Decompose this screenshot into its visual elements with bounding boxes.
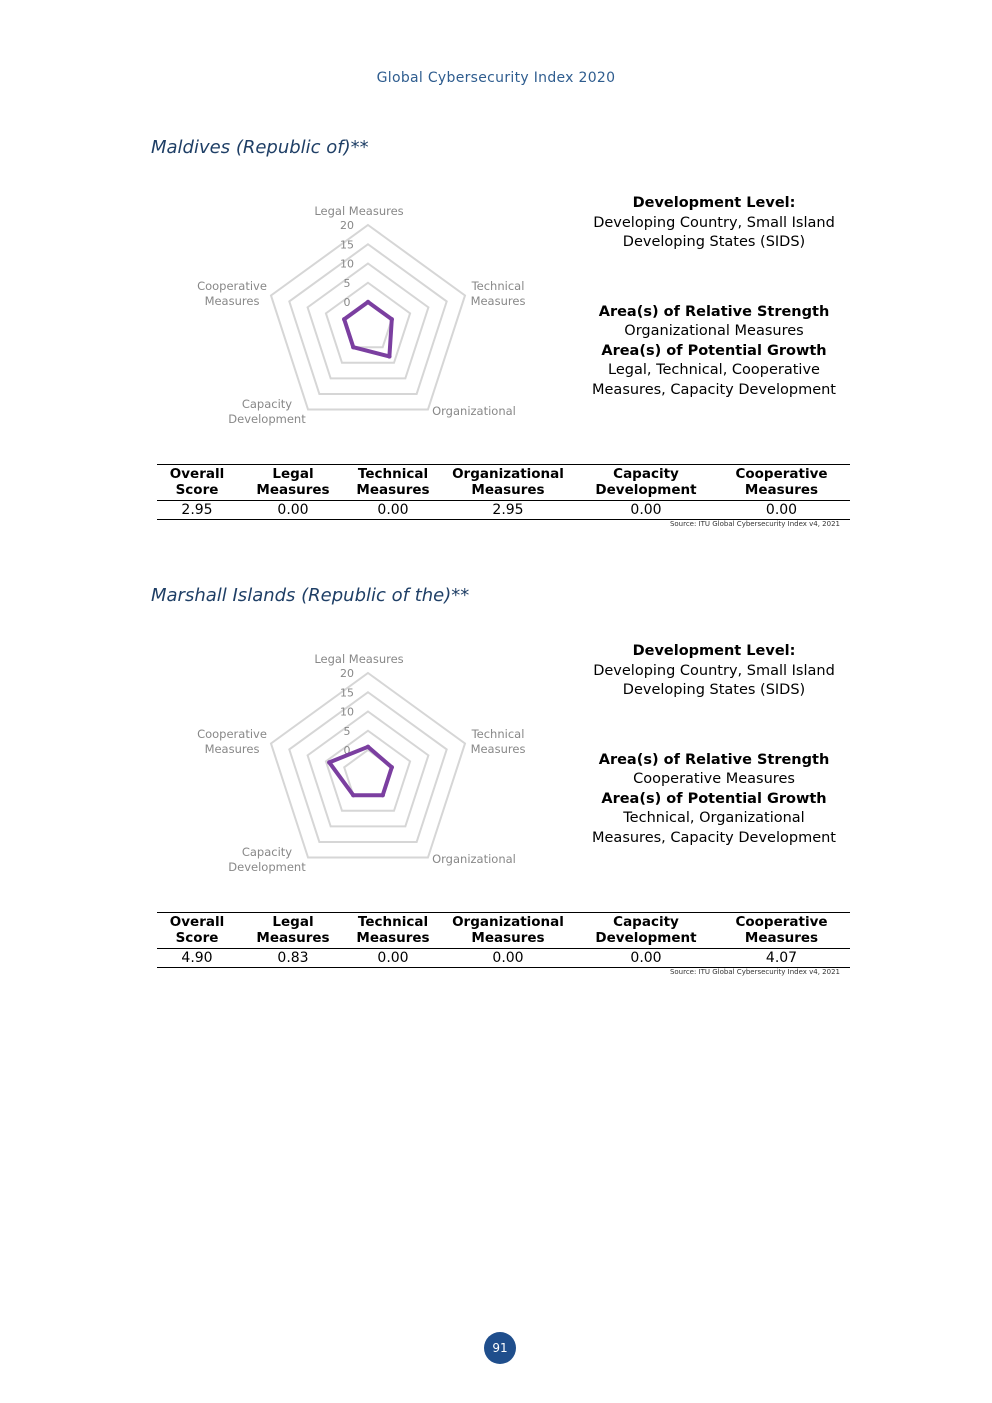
cell-cooperative-measures: 0.00 [713, 501, 850, 520]
radar-point [387, 354, 391, 358]
potential-growth-label: Area(s) of Potential Growth [601, 790, 827, 807]
radar-axis-label-technical: Measures [470, 742, 526, 756]
radar-tick-label: 0 [343, 744, 351, 757]
relative-strength-label: Area(s) of Relative Strength [598, 303, 830, 320]
score-table-marshall-islands [157, 912, 850, 968]
radar-axis-label-capacity: Development [228, 860, 306, 874]
cell-technical-measures: 0.00 [349, 501, 437, 520]
development-level-label: Development Level: [632, 195, 796, 211]
radar-chart-marshall-islands [180, 643, 540, 893]
radar-point [342, 317, 346, 321]
relative-strength-value: Organizational Measures [624, 323, 804, 339]
cell-organizational-measures: 2.95 [437, 501, 579, 520]
table-header-row [157, 465, 850, 501]
radar-axis-label-technical: Technical [471, 727, 525, 741]
radar-point [366, 300, 370, 304]
radar-point [390, 317, 394, 321]
radar-grid-ring-15 [289, 244, 446, 394]
cell-cooperative-measures: 4.07 [713, 949, 850, 968]
radar-axis-label-legal: Legal Measures [314, 652, 404, 666]
country-info-marshall-islands [588, 642, 840, 848]
source-note: Source: ITU Global Cybersecurity Index v4, 2021 [669, 968, 840, 976]
radar-axis-label-cooperative: Cooperative [197, 279, 267, 293]
header-overall-score: Overall Score [157, 913, 237, 949]
radar-tick-label: 20 [340, 219, 354, 232]
header-cooperative-measures: Cooperative Measures [713, 913, 850, 949]
radar-point [366, 745, 370, 749]
header-capacity-development: Capacity Development [579, 913, 713, 949]
table-row [157, 501, 850, 520]
radar-series-line [329, 747, 392, 795]
radar-axis-label-organizational: Organizational [432, 852, 516, 866]
radar-point [381, 793, 385, 797]
table-row [157, 949, 850, 968]
radar-axis-label-cooperative: Cooperative [197, 727, 267, 741]
cell-technical-measures: 0.00 [349, 949, 437, 968]
header-organizational-measures: Organizational Measures [437, 465, 579, 501]
radar-tick-label: 5 [343, 276, 351, 290]
header-capacity-development: Capacity Development [579, 465, 713, 501]
relative-strength-label: Area(s) of Relative Strength [598, 751, 830, 768]
relative-strength-value: Cooperative Measures [633, 771, 795, 787]
radar-axis-label-cooperative: Measures [204, 294, 260, 308]
radar-point [351, 345, 355, 349]
radar-axis-label-legal: Legal Measures [314, 204, 404, 218]
radar-axis-label-organizational: Organizational [432, 404, 516, 418]
development-level-value: Developing Country, Small Island Developing States (SIDS) [593, 662, 835, 698]
header-technical-measures: Technical Measures [349, 913, 437, 949]
cell-capacity-development: 0.00 [579, 501, 713, 520]
page-number-badge: 91 [484, 1332, 516, 1364]
cell-legal-measures: 0.00 [237, 501, 349, 520]
radar-chart-maldives [180, 195, 540, 445]
source-note: Source: ITU Global Cybersecurity Index v4, 2021 [669, 520, 840, 528]
country-info-maldives [588, 194, 840, 400]
header-organizational-measures: Organizational Measures [437, 913, 579, 949]
header-legal-measures: Legal Measures [237, 465, 349, 501]
radar-axis-label-capacity: Capacity [241, 397, 293, 411]
radar-tick-label: 20 [340, 667, 354, 680]
country-title-maldives: Maldives (Republic of)** [151, 137, 369, 158]
radar-tick-label: 0 [343, 296, 351, 309]
cell-organizational-measures: 0.00 [437, 949, 579, 968]
radar-axis-label-capacity: Capacity [241, 845, 293, 859]
radar-point [351, 793, 355, 797]
radar-tick-label: 5 [343, 724, 351, 738]
cell-overall-score: 4.90 [157, 949, 237, 968]
radar-grid-ring-10 [308, 264, 429, 379]
radar-axis-label-technical: Technical [471, 279, 525, 293]
radar-tick-label: 15 [340, 238, 354, 252]
radar-grid-ring-15 [289, 692, 446, 842]
radar-grid-ring-5 [326, 731, 410, 811]
radar-tick-label: 10 [340, 257, 354, 271]
potential-growth-label: Area(s) of Potential Growth [601, 342, 827, 359]
header-overall-score: Overall Score [157, 465, 237, 501]
radar-axis-label-cooperative: Measures [204, 742, 260, 756]
header-technical-measures: Technical Measures [349, 465, 437, 501]
radar-series-line [344, 302, 392, 356]
radar-grid-ring-10 [308, 712, 429, 827]
radar-grid-ring-20 [271, 225, 465, 410]
cell-legal-measures: 0.83 [237, 949, 349, 968]
radar-grid-ring-20 [271, 673, 465, 858]
radar-tick-label: 15 [340, 686, 354, 700]
header-legal-measures: Legal Measures [237, 913, 349, 949]
radar-tick-label: 10 [340, 705, 354, 719]
radar-point [327, 760, 331, 764]
score-table-maldives [157, 464, 850, 520]
table-header-row [157, 913, 850, 949]
radar-axis-label-capacity: Development [228, 412, 306, 426]
running-header: Global Cybersecurity Index 2020 [376, 70, 616, 86]
cell-capacity-development: 0.00 [579, 949, 713, 968]
development-level-label: Development Level: [632, 643, 796, 659]
development-level-value: Developing Country, Small Island Developing States (SIDS) [593, 214, 835, 250]
potential-growth-value: Legal, Technical, Cooperative Measures, Capacity Development [592, 362, 836, 398]
header-cooperative-measures: Cooperative Measures [713, 465, 850, 501]
radar-axis-label-technical: Measures [470, 294, 526, 308]
cell-overall-score: 2.95 [157, 501, 237, 520]
potential-growth-value: Technical, Organizational Measures, Capacity Development [592, 810, 836, 846]
radar-point [390, 765, 394, 769]
country-title-marshall-islands: Marshall Islands (Republic of the)** [151, 585, 470, 606]
